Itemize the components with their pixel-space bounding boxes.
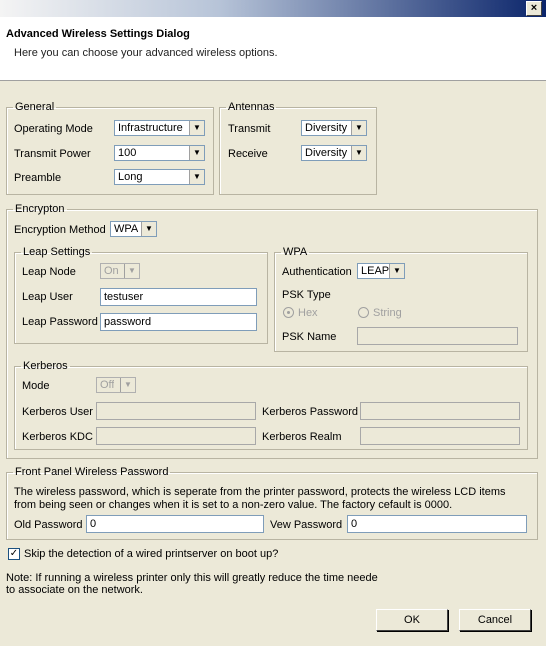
leap-user-value: testuser bbox=[104, 291, 144, 303]
kerberos-password-input[interactable] bbox=[360, 402, 520, 420]
chevron-down-icon[interactable]: ▼ bbox=[120, 378, 135, 392]
wpa-legend: WPA bbox=[283, 246, 308, 258]
skip-detection-label[interactable]: Skip the detection of a wired printserver on boot up? bbox=[24, 548, 279, 560]
old-password-input[interactable] bbox=[86, 515, 264, 533]
old-password-value: 0 bbox=[90, 518, 97, 530]
authentication-value: LEAP bbox=[361, 265, 389, 277]
chevron-down-icon[interactable]: ▼ bbox=[351, 146, 366, 160]
chevron-down-icon[interactable]: ▼ bbox=[189, 121, 204, 135]
chevron-down-icon[interactable]: ▼ bbox=[389, 264, 404, 278]
dialog-title: Advanced Wireless Settings Dialog bbox=[6, 28, 190, 40]
preamble-label: Preamble bbox=[14, 172, 62, 184]
operating-mode-label: Operating Mode bbox=[14, 123, 93, 135]
kerberos-legend: Kerberos bbox=[23, 360, 68, 372]
receive-select[interactable] bbox=[301, 145, 367, 161]
new-password-input[interactable] bbox=[347, 515, 527, 533]
front-panel-text-line2: from being seen or changes when it is set to a non-zero value. The factory cefault is 0000. bbox=[14, 499, 453, 511]
transmit-power-label: Transmit Power bbox=[14, 148, 91, 160]
encryption-legend: Encrypton bbox=[15, 203, 65, 215]
transmit-label: Transmit bbox=[228, 123, 271, 135]
title-bar bbox=[0, 0, 546, 17]
dialog-description: Here you can choose your advanced wireless options. bbox=[14, 47, 278, 59]
encryption-method-select[interactable] bbox=[110, 221, 157, 237]
preamble-value: Long bbox=[118, 171, 143, 183]
psk-type-label: PSK Type bbox=[282, 289, 331, 301]
encryption-method-value: WPA bbox=[114, 223, 139, 235]
kerberos-realm-label: Kerberos Realm bbox=[262, 431, 342, 443]
leap-password-label: Leap Password bbox=[22, 316, 98, 328]
chevron-down-icon[interactable]: ▼ bbox=[124, 264, 139, 278]
note-line1: Note: If running a wireless printer only this will greatly reduce the time neede bbox=[6, 572, 378, 584]
transmit-power-select[interactable] bbox=[114, 145, 205, 161]
leap-user-label: Leap User bbox=[22, 291, 73, 303]
kerberos-kdc-input[interactable] bbox=[96, 427, 256, 445]
dialog-header bbox=[0, 17, 546, 81]
general-legend: General bbox=[15, 101, 55, 113]
kerberos-kdc-label: Kerberos KDC bbox=[22, 431, 93, 443]
cancel-button[interactable]: Cancel bbox=[459, 609, 531, 631]
leap-password-value: password bbox=[104, 316, 152, 328]
front-panel-text-line1: The wireless password, which is seperate from the printer password, protects the wireless LCD items bbox=[14, 486, 506, 498]
kerberos-realm-input[interactable] bbox=[360, 427, 520, 445]
note-line2: to associate on the network. bbox=[6, 584, 143, 596]
leap-password-input[interactable] bbox=[100, 313, 257, 331]
psk-string-label: String bbox=[373, 307, 402, 319]
kerberos-password-label: Kerberos Password bbox=[262, 406, 358, 418]
authentication-select[interactable] bbox=[357, 263, 405, 279]
antennas-legend: Antennas bbox=[228, 101, 275, 113]
ok-button[interactable]: OK bbox=[376, 609, 448, 631]
preamble-select[interactable] bbox=[114, 169, 205, 185]
encryption-method-label: Encryption Method bbox=[14, 224, 106, 236]
chevron-down-icon[interactable]: ▼ bbox=[189, 170, 204, 184]
operating-mode-select[interactable] bbox=[114, 120, 205, 136]
new-password-label: Vew Password bbox=[270, 519, 343, 531]
psk-hex-label: Hex bbox=[298, 307, 318, 319]
chevron-down-icon[interactable]: ▼ bbox=[351, 121, 366, 135]
kerberos-mode-select[interactable] bbox=[96, 377, 136, 393]
new-password-value: 0 bbox=[351, 518, 358, 530]
authentication-label: Authentication bbox=[282, 266, 352, 278]
kerberos-mode-label: Mode bbox=[22, 380, 50, 392]
leap-node-select[interactable] bbox=[100, 263, 140, 279]
transmit-value: Diversity bbox=[305, 122, 348, 134]
psk-name-input[interactable] bbox=[357, 327, 518, 345]
operating-mode-value: Infrastructure bbox=[118, 122, 183, 134]
receive-label: Receive bbox=[228, 148, 268, 160]
leap-user-input[interactable] bbox=[100, 288, 257, 306]
transmit-select[interactable] bbox=[301, 120, 367, 136]
kerberos-user-label: Kerberos User bbox=[22, 406, 93, 418]
leap-node-value: On bbox=[104, 265, 119, 277]
kerberos-mode-value: Off bbox=[100, 379, 115, 391]
psk-string-radio[interactable] bbox=[358, 307, 369, 318]
psk-name-label: PSK Name bbox=[282, 331, 337, 343]
leap-node-label: Leap Node bbox=[22, 266, 76, 278]
leap-settings-legend: Leap Settings bbox=[23, 246, 91, 258]
psk-hex-radio[interactable] bbox=[283, 307, 294, 318]
transmit-power-value: 100 bbox=[118, 147, 137, 159]
skip-detection-checkbox[interactable]: ✓ bbox=[9, 548, 19, 559]
chevron-down-icon[interactable]: ▼ bbox=[189, 146, 204, 160]
old-password-label: Old Password bbox=[14, 519, 83, 531]
close-button[interactable]: × bbox=[526, 1, 542, 16]
kerberos-user-input[interactable] bbox=[96, 402, 256, 420]
receive-value: Diversity bbox=[305, 147, 348, 159]
chevron-down-icon[interactable]: ▼ bbox=[141, 222, 156, 236]
front-panel-legend: Front Panel Wireless Password bbox=[15, 466, 169, 478]
